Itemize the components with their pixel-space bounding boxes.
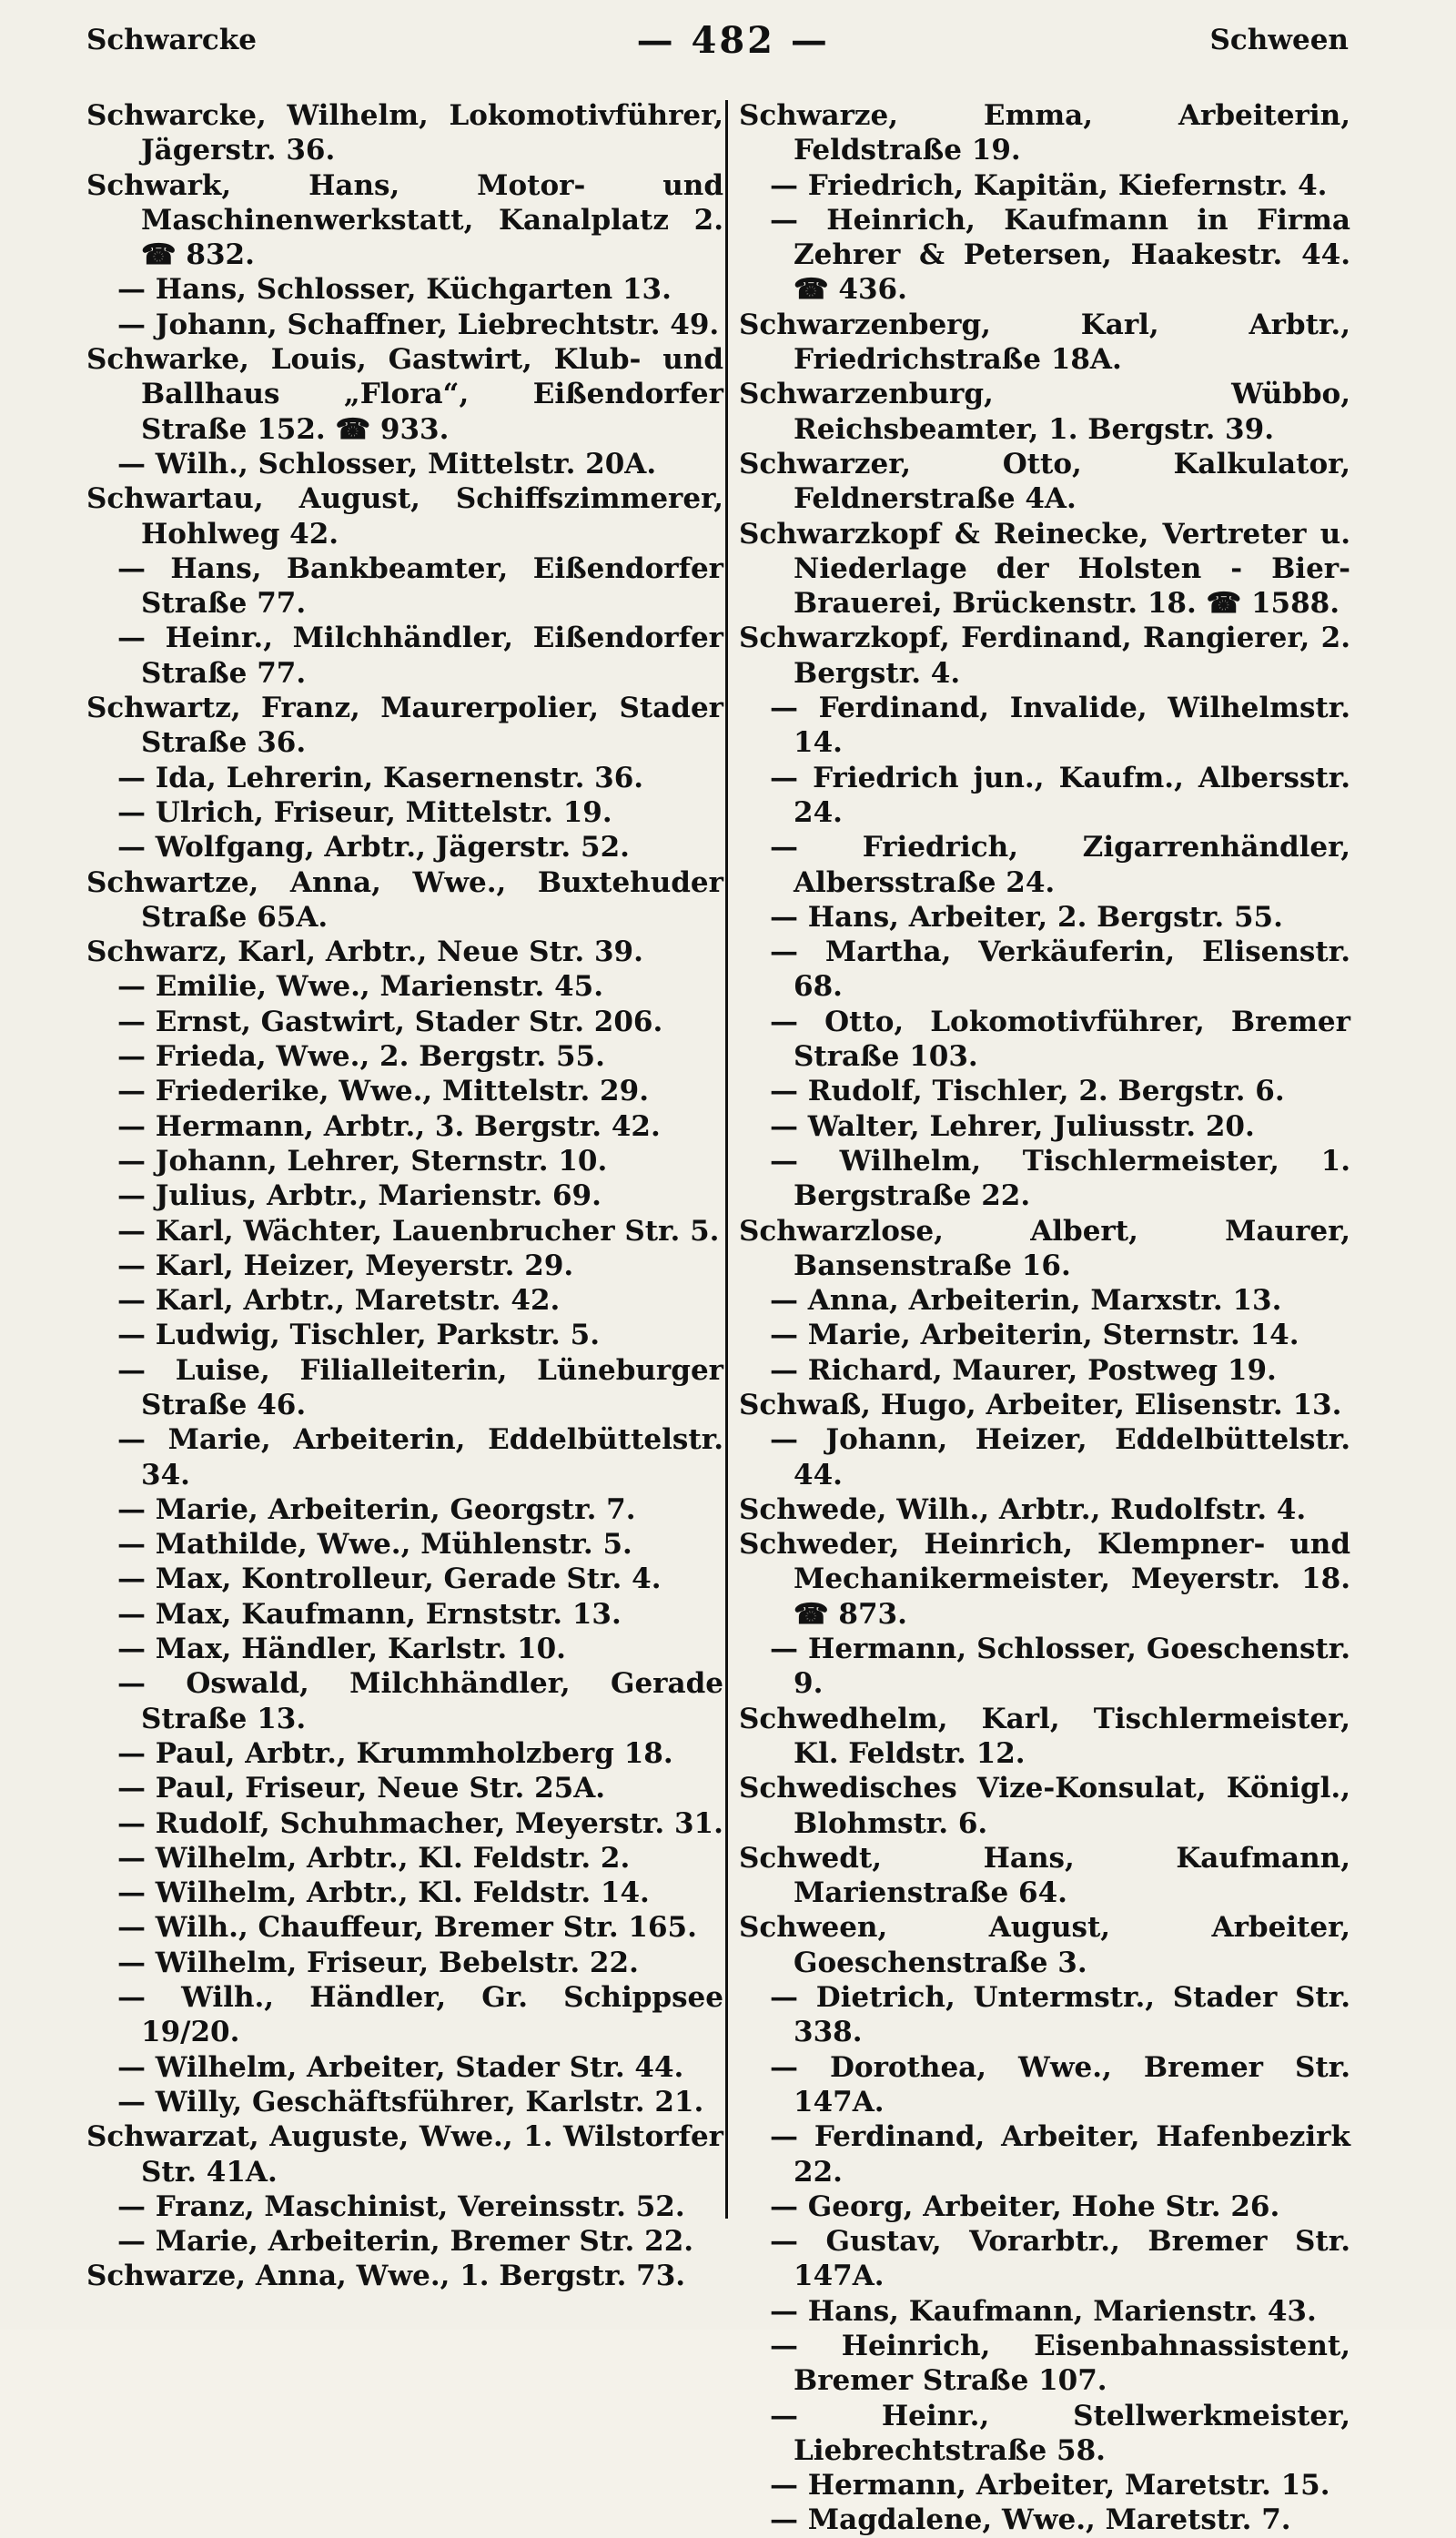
directory-entry: — Wilh., Chauffeur, Bremer Str. 165.	[117, 1911, 697, 1945]
page-header	[86, 13, 1349, 67]
directory-entry: — Wilhelm, Arbtr., Kl. Feldstr. 2.	[117, 1841, 631, 1875]
directory-entry: Schwede, Wilh., Arbtr., Rudolfstr. 4.	[739, 1492, 1307, 1526]
directory-entry: — Georg, Arbeiter, Hohe Str. 26.	[770, 2189, 1280, 2223]
directory-entry: Schwarze, Anna, Wwe., 1. Bergstr. 73.	[86, 2260, 686, 2293]
running-head-left: Schwarcke	[86, 24, 257, 56]
directory-entry: — Wilhelm, Tischlermeister, 1. Bergstraße 22.	[770, 1144, 1350, 1213]
directory-entry: Schwedt, Hans, Kaufmann, Marienstraße 64.	[739, 1841, 1350, 1910]
directory-entry: Schwartz, Franz, Maurerpolier, Stader Straße 36.	[86, 692, 723, 760]
directory-entry: — Karl, Wächter, Lauenbrucher Str. 5.	[117, 1214, 720, 1248]
directory-entry: — Marie, Arbeiterin, Sternstr. 14.	[770, 1319, 1299, 1352]
directory-entry: Schween, August, Arbeiter, Goeschenstraße 3.	[739, 1911, 1350, 1979]
page-number: — 482 —	[636, 18, 830, 62]
directory-entry: Schwarzkopf, Ferdinand, Rangierer, 2. Bergstr. 4.	[739, 622, 1350, 690]
directory-entry: — Wilh., Händler, Gr. Schippsee 19/20.	[117, 1981, 723, 2049]
directory-entry: — Paul, Arbtr., Krummholzberg 18.	[117, 1736, 673, 1770]
directory-entry: — Richard, Maurer, Postweg 19.	[770, 1353, 1277, 1387]
directory-entry: — Hans, Arbeiter, 2. Bergstr. 55.	[770, 900, 1283, 934]
directory-entry: — Hans, Schlosser, Küchgarten 13.	[117, 273, 672, 307]
directory-entry: — Ida, Lehrerin, Kasernenstr. 36.	[117, 761, 644, 794]
directory-entry: Schwarzenburg, Wübbo, Reichsbeamter, 1. Bergstr. 39.	[739, 378, 1350, 446]
directory-entry: Schwarzlose, Albert, Maurer, Bansenstraße 16.	[739, 1214, 1350, 1282]
column-divider	[725, 100, 728, 2219]
directory-entry: — Heinr., Stellwerkmeister, Liebrechtstraße 58.	[770, 2399, 1350, 2467]
directory-entry: — Heinrich, Eisenbahnassistent, Bremer Straße 107.	[770, 2330, 1350, 2398]
directory-entry: — Paul, Friseur, Neue Str. 25A.	[117, 1772, 606, 1805]
directory-entry: — Martha, Verkäuferin, Elisenstr. 68.	[770, 935, 1350, 1004]
directory-entry: — Frieda, Wwe., 2. Bergstr. 55.	[117, 1040, 605, 1074]
directory-entry: Schwarzenberg, Karl, Arbtr., Friedrichstraße 18A.	[739, 308, 1350, 377]
right-column	[739, 98, 1350, 2537]
directory-entry: — Rudolf, Tischler, 2. Bergstr. 6.	[770, 1075, 1285, 1108]
directory-entry: — Wilhelm, Arbeiter, Stader Str. 44.	[117, 2050, 684, 2084]
directory-entry: — Ernst, Gastwirt, Stader Str. 206.	[117, 1005, 663, 1038]
directory-entry: — Hans, Kaufmann, Marienstr. 43.	[770, 2294, 1317, 2328]
directory-entry: — Wolfgang, Arbtr., Jägerstr. 52.	[117, 831, 630, 865]
directory-entry: — Gustav, Vorarbtr., Bremer Str. 147A.	[770, 2225, 1350, 2293]
directory-entry: Schwarzer, Otto, Kalkulator, Feldnerstraße 4A.	[739, 447, 1350, 516]
directory-entry: — Max, Händler, Karlstr. 10.	[117, 1633, 566, 1666]
directory-entry: Schwedhelm, Karl, Tischlermeister, Kl. Feldstr. 12.	[739, 1702, 1350, 1770]
directory-entry: Schwaß, Hugo, Arbeiter, Elisenstr. 13.	[739, 1388, 1342, 1421]
directory-entry: Schwartau, August, Schiffszimmerer, Hohlweg 42.	[86, 482, 723, 551]
directory-entry: — Dietrich, Untermstr., Stader Str. 338.	[770, 1981, 1350, 2049]
directory-entry: — Walter, Lehrer, Juliusstr. 20.	[770, 1109, 1255, 1143]
directory-entry: — Wilhelm, Arbtr., Kl. Feldstr. 14.	[117, 1876, 650, 1910]
directory-entry: — Anna, Arbeiterin, Marxstr. 13.	[770, 1284, 1282, 1318]
directory-entry: — Marie, Arbeiterin, Georgstr. 7.	[117, 1492, 636, 1526]
directory-entry: — Max, Kaufmann, Ernststr. 13.	[117, 1597, 622, 1631]
directory-entry: — Ludwig, Tischler, Parkstr. 5.	[117, 1319, 600, 1352]
directory-entry: — Johann, Lehrer, Sternstr. 10.	[117, 1144, 608, 1178]
directory-entry: — Karl, Heizer, Meyerstr. 29.	[117, 1249, 574, 1282]
directory-entry: Schwarzat, Auguste, Wwe., 1. Wilstorfer Str. 41A.	[86, 2120, 723, 2189]
directory-entry: — Marie, Arbeiterin, Eddelbüttelstr. 34.	[117, 1423, 723, 1491]
directory-entry: Schwark, Hans, Motor- und Maschinenwerkstatt, Kanalplatz 2. ☎ 832.	[86, 168, 723, 272]
directory-entry: — Oswald, Milchhändler, Gerade Straße 13.	[117, 1667, 723, 1735]
directory-entry: — Hans, Bankbeamter, Eißendorfer Straße 77.	[117, 551, 723, 621]
directory-entry: — Friederike, Wwe., Mittelstr. 29.	[117, 1075, 649, 1108]
directory-entry: — Otto, Lokomotivführer, Bremer Straße 103.	[770, 1005, 1350, 1074]
directory-entry: — Rudolf, Schuhmacher, Meyerstr. 31.	[117, 1806, 723, 1840]
directory-entry: — Hermann, Arbtr., 3. Bergstr. 42.	[117, 1109, 661, 1143]
directory-entry: — Heinrich, Kaufmann in Firma Zehrer & Petersen, Haakestr. 44. ☎ 436.	[770, 203, 1350, 307]
directory-entry: — Emilie, Wwe., Marienstr. 45.	[117, 970, 604, 1004]
directory-entry: — Max, Kontrolleur, Gerade Str. 4.	[117, 1562, 662, 1596]
directory-entry: — Franz, Maschinist, Vereinsstr. 52.	[117, 2189, 685, 2223]
directory-entry: — Friedrich, Zigarrenhändler, Albersstraße 24.	[770, 831, 1350, 899]
directory-entry: — Johann, Schaffner, Liebrechtstr. 49.	[117, 308, 720, 341]
directory-entry: — Magdalene, Wwe., Maretstr. 7.	[770, 2503, 1291, 2537]
directory-entry: — Ulrich, Friseur, Mittelstr. 19.	[117, 795, 612, 829]
directory-entry: — Mathilde, Wwe., Mühlenstr. 5.	[117, 1528, 632, 1562]
directory-entry: Schwartze, Anna, Wwe., Buxtehuder Straße 65A.	[86, 865, 723, 934]
directory-entry: — Karl, Arbtr., Maretstr. 42.	[117, 1284, 561, 1318]
directory-entry: — Friedrich, Kapitän, Kiefernstr. 4.	[770, 168, 1328, 202]
directory-entry: — Marie, Arbeiterin, Bremer Str. 22.	[117, 2225, 694, 2259]
directory-entry: — Hermann, Schlosser, Goeschenstr. 9.	[770, 1633, 1350, 1701]
directory-entry: Schweder, Heinrich, Klempner- und Mechanikermeister, Meyerstr. 18. ☎ 873.	[739, 1528, 1350, 1631]
running-head-right: Schween	[1209, 24, 1349, 56]
directory-entry: — Willy, Geschäftsführer, Karlstr. 21.	[117, 2085, 704, 2118]
directory-entry: Schwarke, Louis, Gastwirt, Klub- und Ballhaus „Flora“, Eißendorfer Straße 152. ☎ 933.	[86, 343, 723, 446]
directory-entry: — Heinr., Milchhändler, Eißendorfer Straße 77.	[117, 622, 723, 690]
directory-entry: — Ferdinand, Arbeiter, Hafenbezirk 22.	[770, 2120, 1350, 2189]
directory-entry: — Hermann, Arbeiter, Maretstr. 15.	[770, 2469, 1330, 2503]
directory-entry: — Johann, Heizer, Eddelbüttelstr. 44.	[770, 1423, 1350, 1491]
directory-entry: Schwarzkopf & Reinecke, Vertreter u. Niederlage der Holsten - Bier-Brauerei, Brückenstr. 18. ☎ 1588.	[739, 517, 1350, 621]
directory-entry: — Wilhelm, Friseur, Bebelstr. 22.	[117, 1946, 639, 1979]
directory-entry: — Ferdinand, Invalide, Wilhelmstr. 14.	[770, 692, 1350, 760]
directory-entry: — Wilh., Schlosser, Mittelstr. 20A.	[117, 447, 657, 480]
directory-entry: Schwedisches Vize-Konsulat, Königl., Blohmstr. 6.	[739, 1772, 1350, 1840]
left-column	[86, 98, 723, 2319]
directory-entry: — Luise, Filialleiterin, Lüneburger Straße 46.	[117, 1353, 723, 1421]
directory-entry: Schwarz, Karl, Arbtr., Neue Str. 39.	[86, 935, 643, 969]
directory-entry: — Julius, Arbtr., Marienstr. 69.	[117, 1179, 602, 1213]
directory-entry: Schwarcke, Wilhelm, Lokomotivführer, Jägerstr. 36.	[86, 99, 723, 167]
directory-entry: Schwarze, Emma, Arbeiterin, Feldstraße 19.	[739, 99, 1350, 167]
directory-entry: — Dorothea, Wwe., Bremer Str. 147A.	[770, 2050, 1350, 2118]
directory-entry: — Friedrich jun., Kaufm., Albersstr. 24.	[770, 761, 1350, 829]
